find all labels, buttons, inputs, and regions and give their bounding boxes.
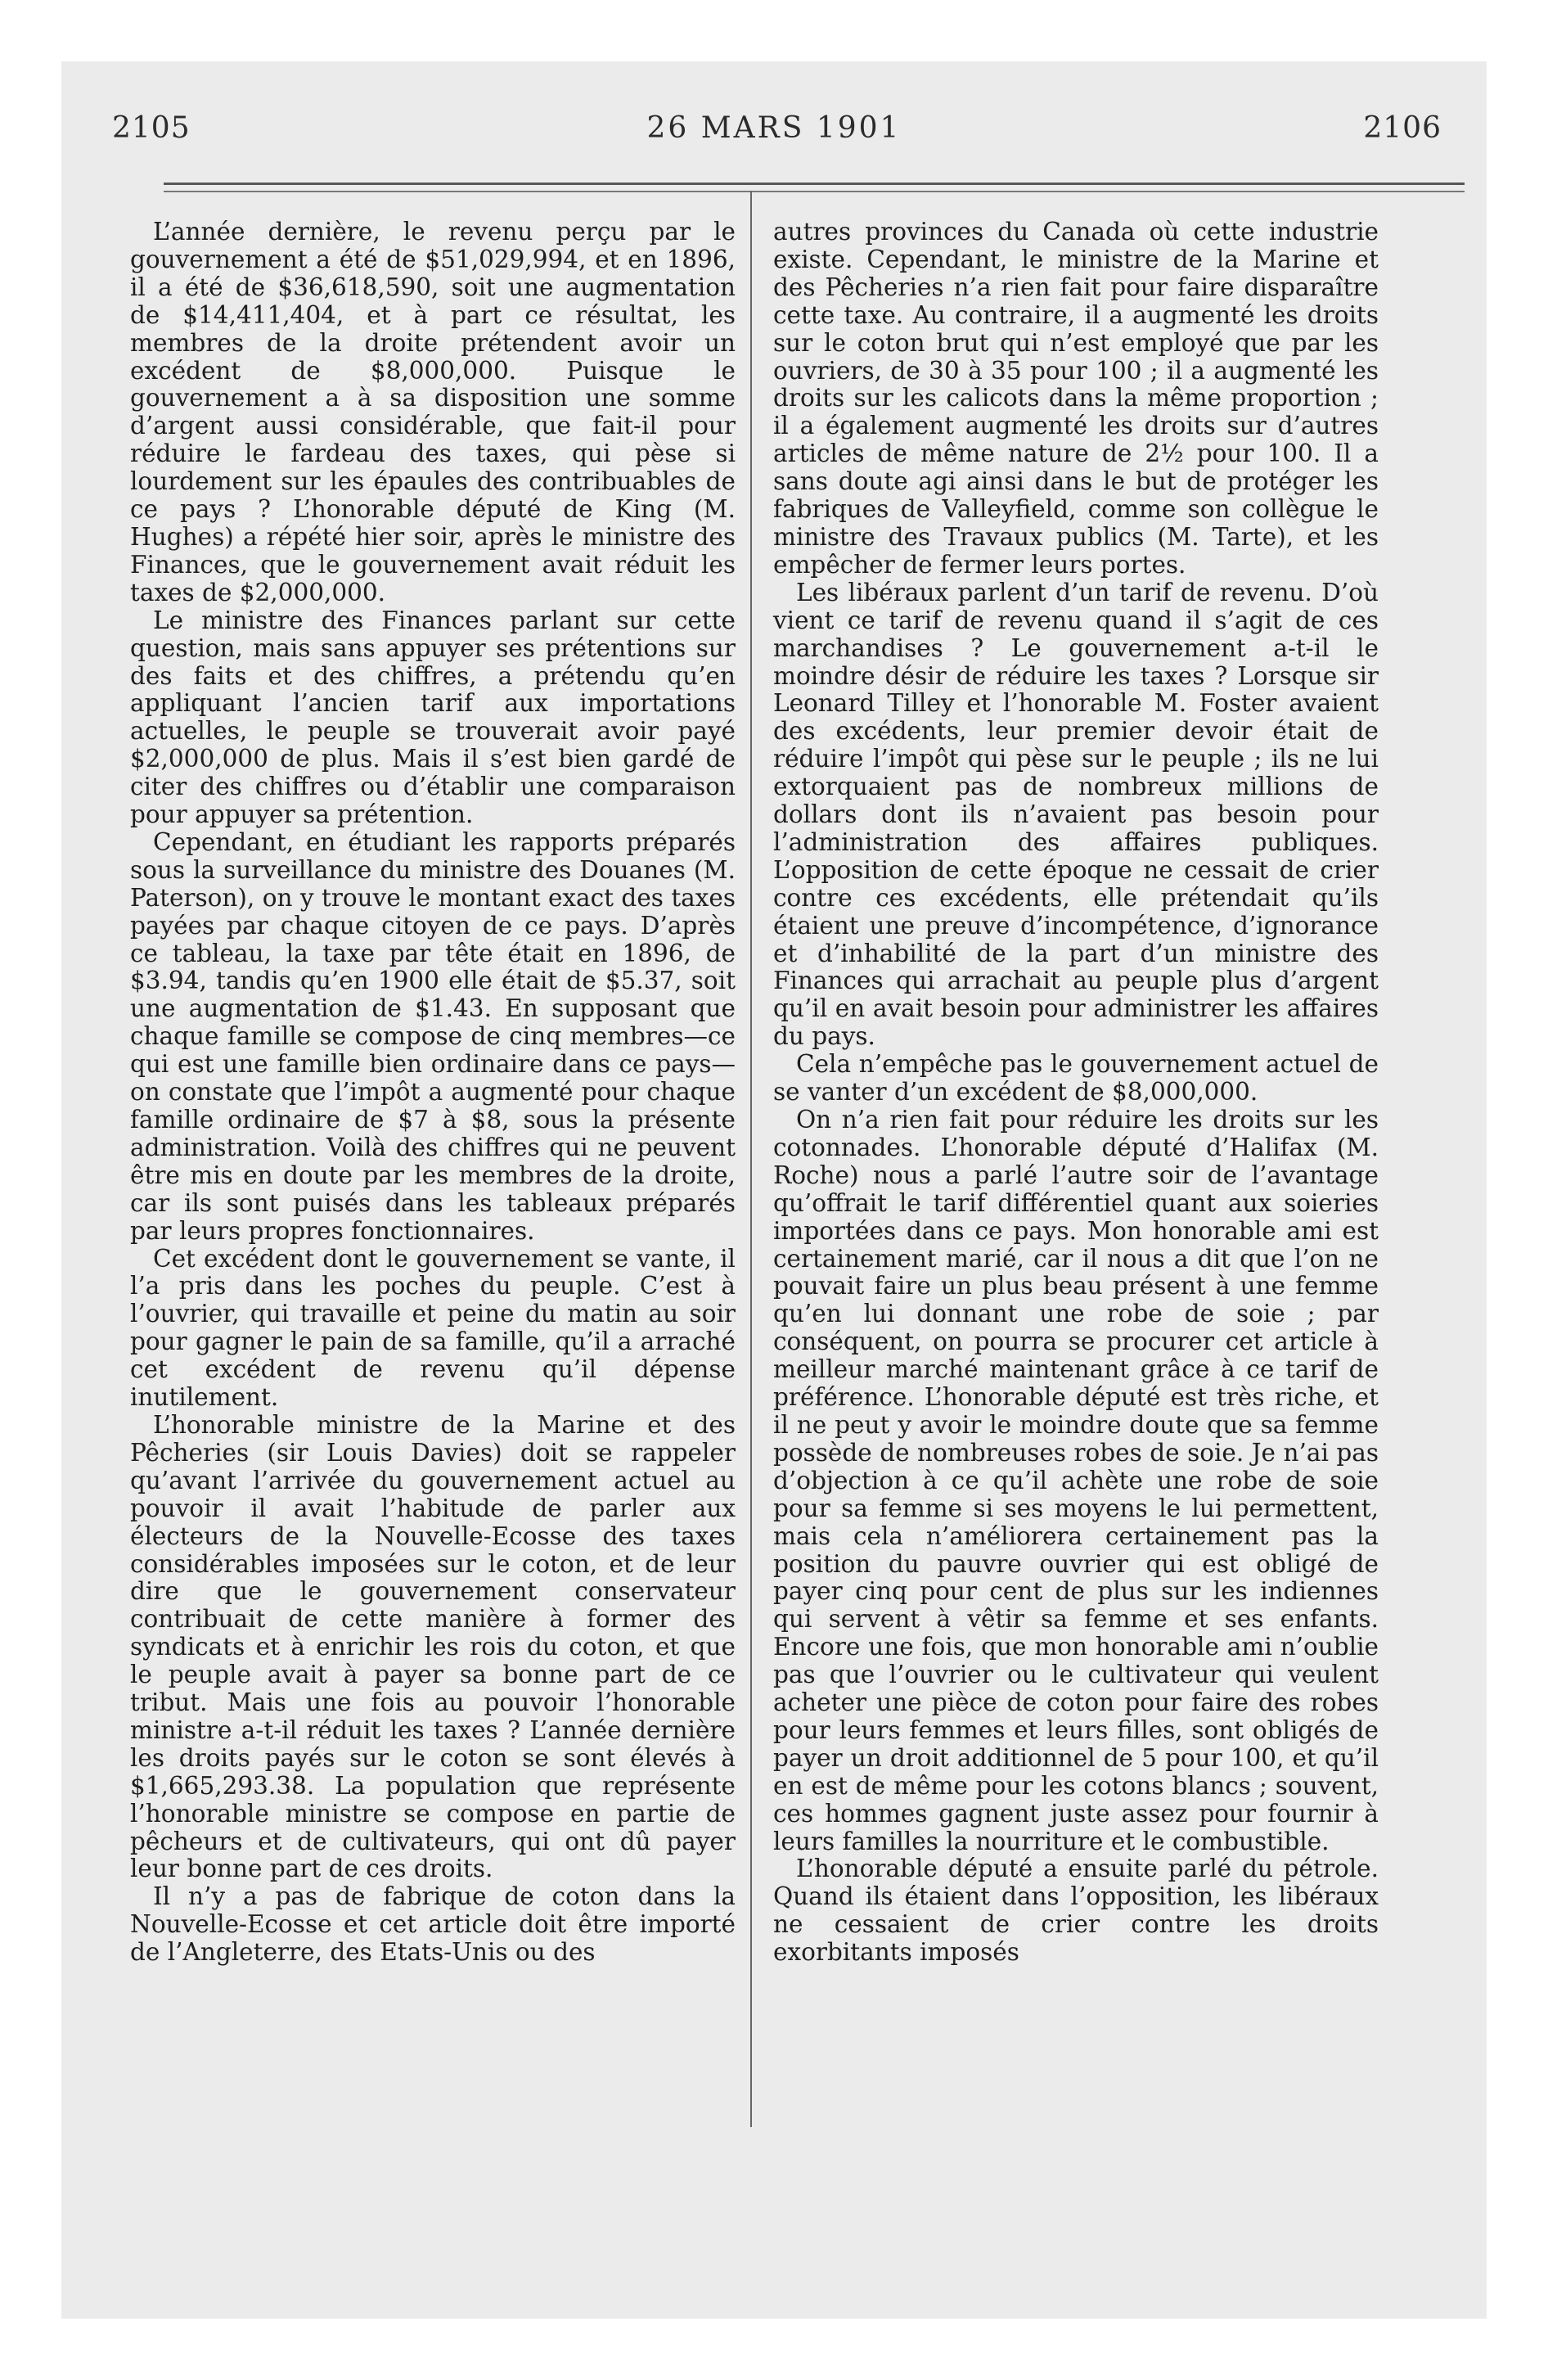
page-number-right: 2106 (1363, 111, 1442, 145)
paragraph: On n’a rien fait pour réduire les droits sur les cotonnades. L’honorable député d’Halifax (M. Roche) nous a parlé l’autre soir de l’avantage qu’offrait le tarif différentiel quant aux soieries importées dans ce pays. Mon honorable ami est certainement marié, car il nous a dit que l’on ne pouvait faire un plus beau présent à une femme qu’en lui donnant une robe de soie ; par conséquent, on pourra se procurer cet article à meilleur marché maintenant grâce à ce tarif de préférence. L’honorable député est très riche, et il ne peut y avoir le moindre doute que sa femme possède de nombreuses robes de soie. Je n’ai pas d’objection à ce qu’il achète une robe de soie pour sa femme si ses moyens le lui permettent, mais cela n’améliorera certainement pas la position du pauvre ouvrier qui est obligé de payer cinq pour cent de plus sur les indiennes qui servent à vêtir sa femme et ses enfants. Encore une fois, que mon honorable ami n’oublie pas que l’ouvrier ou le cultivateur qui veulent acheter une pièce de coton pour faire des robes pour leurs femmes et leurs filles, sont obligés de payer un droit additionnel de 5 pour 100, et qu’il en est de même pour les cotons blancs ; souvent, ces hommes gagnent juste assez pour fournir à leurs familles la nourriture et le combustible. (773, 1106, 1379, 1855)
paragraph: L’année dernière, le revenu perçu par le gouvernement a été de $51,029,994, et en 1896, il a été de $36,618,590, soit une augmentation de $14,411,404, et à part ce résultat, les membres de la droite prétendent avoir un excédent de $8,000,000. Puisque le gouvernement a à sa disposition une somme d’argent aussi considérable, que fait-il pour réduire le fardeau des taxes, qui pèse si lourdement sur les épaules des contribuables de ce pays ? L’honorable député de King (M. Hughes) a répété hier soir, après le ministre des Finances, que le gouvernement avait réduit les taxes de $2,000,000. (130, 218, 736, 606)
paragraph: Le ministre des Finances parlant sur cette question, mais sans appuyer ses prétentions sur des faits et des chiffres, a prétendu qu’en appliquant l’ancien tarif aux importations actuelles, le peuple se trouverait avoir payé $2,000,000 de plus. Mais il s’est bien gardé de citer des chiffres ou d’établir une comparaison pour appuyer sa prétention. (130, 606, 736, 829)
paragraph: Cependant, en étudiant les rapports préparés sous la surveillance du ministre des Douanes (M. Paterson), on y trouve le montant exact des taxes payées par chaque citoyen de ce pays. D’après ce tableau, la taxe par tête était en 1896, de $3.94, tandis qu’en 1900 elle était de $5.37, soit une augmentation de $1.43. En supposant que chaque famille se compose de cinq membres—ce qui est une famille bien ordinaire dans ce pays—on constate que l’impôt a augmenté pour chaque famille ordinaire de $7 à $8, sous la présente administration. Voilà des chiffres qui ne peuvent être mis en doute par les membres de la droite, car ils sont puisés dans les tableaux préparés par leurs propres fonctionnaires. (130, 827, 736, 1245)
paragraph: autres provinces du Canada où cette industrie existe. Cependant, le ministre de la Marine et des Pêcheries n’a rien fait pour faire disparaître cette taxe. Au contraire, il a augmenté les droits sur le coton brut qui n’est employé que par les ouvriers, de 30 à 35 pour 100 ; il a augmenté les droits sur les calicots dans la même proportion ; il a également augmenté les droits sur d’autres articles de même nature de 2½ pour 100. Il a sans doute agi ainsi dans le but de protéger les fabriques de Valleyfield, comme son collègue le ministre des Travaux publics (M. Tarte), et les empêcher de fermer leurs portes. (773, 218, 1379, 579)
header-rule-secondary (164, 191, 1465, 192)
paragraph: Les libéraux parlent d’un tarif de revenu. D’où vient ce tarif de revenu quand il s’agit de ces marchandises ? Le gouvernement a-t-il le moindre désir de réduire les taxes ? Lorsque sir Leonard Tilley et l’honorable M. Foster avaient des excédents, leur premier devoir était de réduire l’impôt qui pèse sur le peuple ; ils ne lui extorquaient pas de nombreux millions de dollars dont ils n’avaient pas besoin pour l’administration des affaires publiques. L’opposition de cette époque ne cessait de crier contre ces excédents, elle prétendait qu’ils étaient une preuve d’incompétence, d’ignorance et d’inhabilité de la part d’un ministre des Finances qui arrachait au peuple plus d’argent qu’il en avait besoin pour administrer les affaires du pays. (773, 578, 1379, 1051)
header-rule (164, 183, 1465, 185)
paragraph: Cela n’empêche pas le gouvernement actuel de se vanter d’un excédent de $8,000,000. (773, 1050, 1379, 1107)
paragraph: L’honorable ministre de la Marine et des Pêcheries (sir Louis Davies) doit se rappeler qu’avant l’arrivée du gouvernement actuel au pouvoir il avait l’habitude de parler aux électeurs de la Nouvelle-Ecosse des taxes considérables imposées sur le coton, et de leur dire que le gouvernement conservateur contribuait de cette manière à former des syndicats et à enrichir les rois du coton, et que le peuple avait à payer sa bonne part de ce tribut. Mais une fois au pouvoir l’honorable ministre a-t-il réduit les taxes ? L’année dernière les droits payés sur le coton se sont élevés à $1,665,293.38. La population que représente l’honorable ministre se compose en partie de pêcheurs et de cultivateurs, qui ont dû payer leur bonne part de ces droits. (130, 1410, 736, 1883)
left-column (130, 219, 736, 1967)
page-date: 26 MARS 1901 (646, 111, 902, 145)
right-column (773, 219, 1379, 1967)
paragraph: L’honorable député a ensuite parlé du pétrole. Quand ils étaient dans l’opposition, les libéraux ne cessaient de crier contre les droits exorbitants imposés (773, 1855, 1379, 1967)
scanned-page (61, 61, 1487, 2319)
paragraph: Il n’y a pas de fabrique de coton dans la Nouvelle-Ecosse et cet article doit être importé de l’Angleterre, des Etats-Unis ou des (130, 1882, 736, 1967)
column-divider (750, 191, 752, 2127)
page-number-left: 2105 (112, 111, 191, 145)
paragraph: Cet excédent dont le gouvernement se vante, il l’a pris dans les poches du peuple. C’est à l’ouvrier, qui travaille et peine du matin au soir pour gagner le pain de sa famille, qu’il a arraché cet excédent de revenu qu’il dépense inutilement. (130, 1244, 736, 1412)
